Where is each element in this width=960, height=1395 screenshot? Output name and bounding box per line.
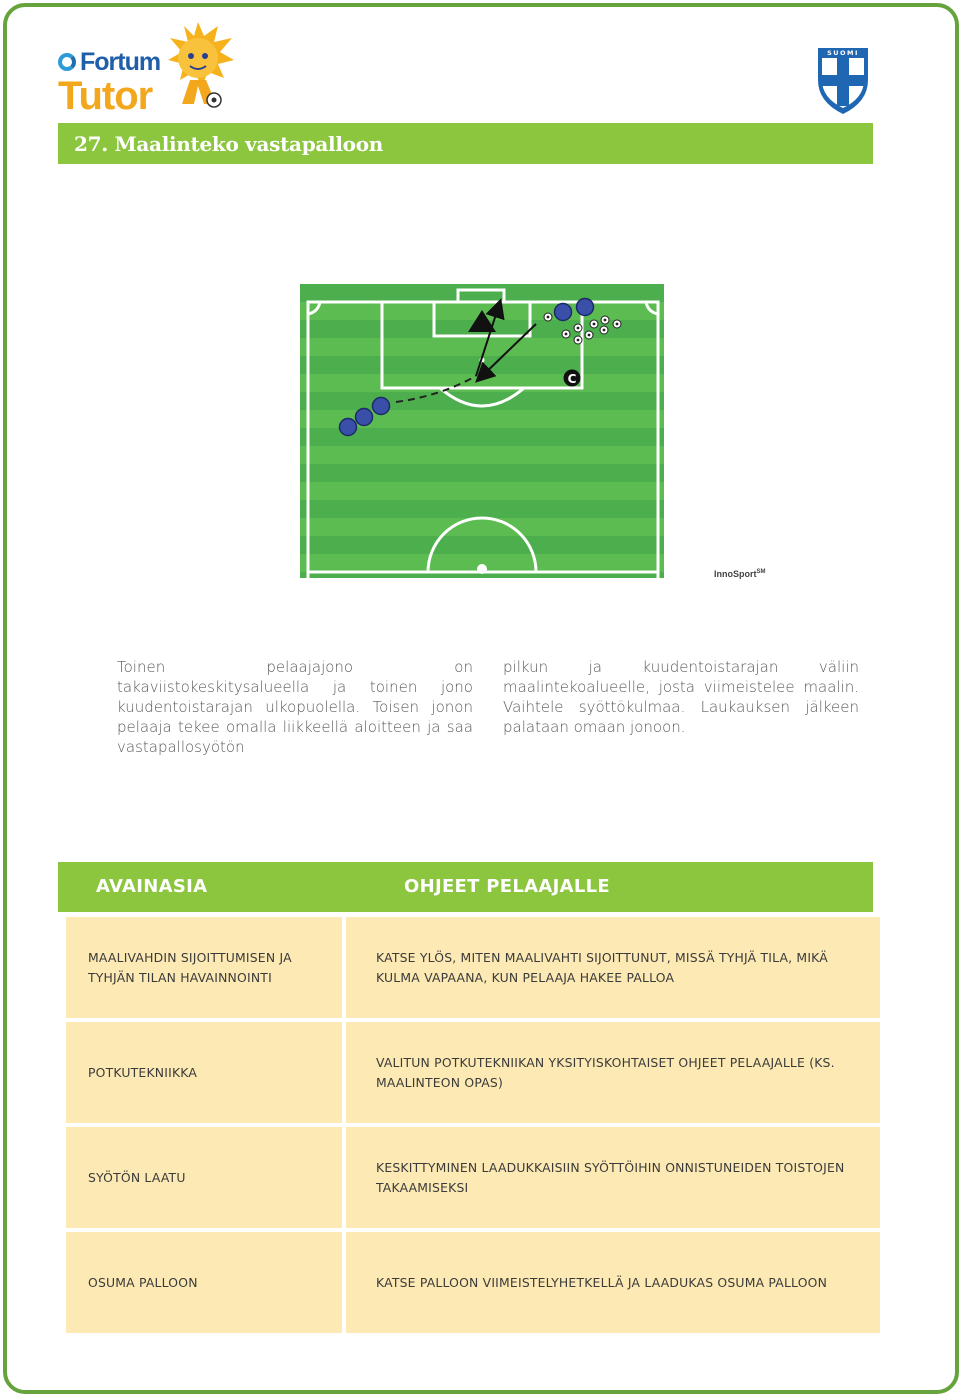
tutor-wordmark: Tutor	[58, 74, 153, 118]
pitch-diagram	[300, 284, 664, 578]
instruction-cell: KATSE YLÖS, MITEN MAALIVAHTI SIJOITTUNUT, MISSÄ TYHJÄ TILA, MIKÄ KULMA VAPAANA, KUN PELAAJA HAKEE PALLOA	[346, 917, 880, 1018]
table-row	[66, 1127, 880, 1228]
page-title: 27. Maalinteko vastapalloon	[74, 131, 383, 156]
table-row	[66, 1022, 880, 1123]
fortum-wordmark: Fortum	[80, 47, 161, 76]
fortum-ring-icon	[58, 53, 76, 71]
title-bar	[58, 123, 873, 164]
coach-label: C	[567, 372, 577, 386]
table-row	[66, 917, 880, 1018]
suomi-label: SUOMI	[827, 49, 859, 57]
table-row	[66, 1232, 880, 1333]
key-point-cell: MAALIVAHDIN SIJOITTUMISEN JA TYHJÄN TILAN HAVAINNOINTI	[66, 917, 342, 1018]
key-point-cell: OSUMA PALLOON	[66, 1232, 342, 1333]
suomi-badge-icon	[815, 44, 871, 116]
instruction-cell: KATSE PALLOON VIIMEISTELYHETKELLÄ JA LAADUKAS OSUMA PALLOON	[346, 1232, 880, 1333]
key-point-cell: POTKUTEKNIIKKA	[66, 1022, 342, 1123]
description-left: Toinen pelaajajono on takaviistokeskitysalueella ja toinen jono kuudentoistarajan ulkopuolella. Toisen jonon pelaaja tekee omalla liikkeellä aloitteen ja saa vastapallosyötön	[117, 658, 473, 756]
header-player-instructions: OHJEET PELAAJALLE	[404, 876, 610, 897]
instruction-cell: KESKITTYMINEN LAADUKKAISIIN SYÖTTÖIHIN ONNISTUNEIDEN TOISTOJEN TAKAAMISEKSI	[346, 1127, 880, 1228]
mascot-icon	[160, 20, 236, 112]
key-points-header	[58, 862, 873, 912]
description-right: pilkun ja kuudentoistarajan väliin maalintekoalueelle, josta viimeistelee maalin. Vaihtele syöttökulmaa. Laukauksen jälkeen palataan omaan jonoon.	[503, 658, 859, 736]
key-point-cell: SYÖTÖN LAATU	[66, 1127, 342, 1228]
header-key-points: AVAINASIA	[96, 876, 208, 897]
instruction-cell: VALITUN POTKUTEKNIIKAN YKSITYISKOHTAISET OHJEET PELAAJALLE (KS. MAALINTEON OPAS)	[346, 1022, 880, 1123]
diagram-credit: InnoSport℠	[714, 569, 766, 579]
